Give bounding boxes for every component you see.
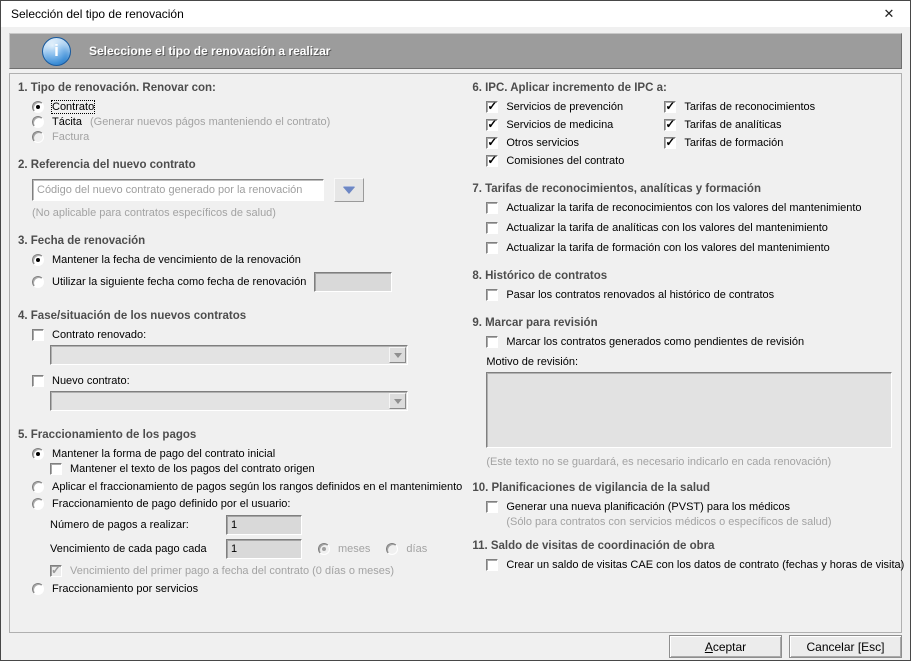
ipc-col-2: [664, 101, 815, 167]
checkbox-icon: [486, 137, 498, 149]
checkbox-icon: [664, 119, 676, 131]
checkbox-label: Comisiones del contrato: [506, 155, 625, 167]
motivo-label: Motivo de revisión:: [486, 356, 579, 368]
section-1-title: 1. Tipo de renovación. Renovar con:: [18, 82, 216, 94]
info-icon: i: [42, 37, 71, 66]
radio-payment-services[interactable]: [32, 583, 462, 595]
checkbox-nuevo-contrato[interactable]: [32, 375, 462, 387]
checkbox-tarifas-reconocimientos[interactable]: [664, 101, 815, 113]
section-10-note: (Sólo para contratos con servicios médicos o específicos de salud): [506, 516, 832, 528]
due-every-label: Vencimiento de cada pago cada: [50, 543, 207, 555]
radio-use-date-row: [32, 272, 462, 292]
checkbox-icon: [486, 101, 498, 113]
combo-contrato-renovado-arrow-button: [389, 347, 406, 363]
radio-payment-user-label: Fraccionamiento de pago definido por el usuario:: [52, 498, 291, 510]
num-payments-label: Número de pagos a realizar:: [50, 519, 189, 531]
cancel-button[interactable]: [789, 635, 902, 658]
radio-dias-icon: [386, 543, 398, 555]
ipc-col-1: [472, 101, 664, 167]
radio-factura-icon: [32, 131, 44, 143]
ipc-columns: [472, 101, 904, 167]
radio-keep-payment-label: Mantener la forma de pago del contrato inicial: [52, 448, 276, 460]
checkbox-label: Actualizar la tarifa de formación con los valores del mantenimiento: [506, 242, 830, 254]
checkbox-label: Marcar los contratos generados como pendientes de revisión: [506, 336, 805, 348]
due-every-row: [50, 539, 462, 559]
checkbox-icon: [486, 222, 498, 234]
checkbox-label: Actualizar la tarifa de reconocimientos con los valores del mantenimiento: [506, 202, 862, 214]
checkbox-contrato-renovado-label: Contrato renovado:: [52, 329, 147, 341]
accept-button[interactable]: [669, 635, 782, 658]
radio-keep-date-label: Mantener la fecha de vencimiento de la renovación: [52, 254, 301, 266]
radio-use-date-label: Utilizar la siguiente fecha como fecha de renovación: [52, 276, 307, 288]
checkbox-icon: [486, 336, 498, 348]
radio-factura-label: Factura: [52, 131, 90, 143]
new-contract-code-input[interactable]: [32, 179, 324, 201]
section-6-title: 6. IPC. Aplicar incremento de IPC a:: [472, 82, 667, 94]
checkbox-icon: [486, 202, 498, 214]
checkbox-comisiones-contrato[interactable]: [486, 155, 664, 167]
checkbox-icon: [486, 501, 498, 513]
combo-nuevo-contrato: [50, 391, 408, 411]
checkbox-marcar-revision[interactable]: [486, 336, 904, 348]
radio-payment-user[interactable]: [32, 498, 462, 510]
section-11-title: 11. Saldo de visitas de coordinación de obra: [472, 540, 715, 552]
checkbox-icon: [486, 119, 498, 131]
radio-payment-ranges-label: Aplicar el fraccionamiento de pagos según los rangos definidos en el mantenimiento: [52, 481, 463, 493]
checkbox-label: Generar una nueva planificación (PVST) para los médicos: [506, 501, 791, 513]
checkbox-update-formacion[interactable]: [486, 242, 904, 254]
radio-keep-payment-icon: [32, 448, 44, 460]
titlebar: [1, 1, 910, 27]
radio-factura: [32, 131, 462, 143]
checkbox-servicios-medicina[interactable]: [486, 119, 664, 131]
close-icon[interactable]: ✕: [883, 6, 895, 21]
radio-meses-label: meses: [338, 543, 371, 555]
checkbox-label: Tarifas de analíticas: [684, 119, 782, 131]
radio-tacita-label: Tácita: [52, 116, 82, 128]
radio-tacita-note: (Generar nuevos págos manteniendo el contrato): [89, 116, 331, 128]
checkbox-keep-payment-text[interactable]: [50, 463, 462, 475]
combo-contrato-renovado: [50, 345, 408, 365]
due-every-input: [226, 539, 302, 559]
combo-arrow-icon: [394, 353, 402, 358]
dropdown-arrow-icon: [343, 187, 355, 194]
cancel-button-label: Cancelar [Esc]: [806, 639, 885, 654]
checkbox-icon: [486, 289, 498, 301]
reference-dropdown-button[interactable]: [334, 178, 364, 202]
radio-keep-date-icon: [32, 254, 44, 266]
combo-nuevo-contrato-arrow-button: [389, 393, 406, 409]
section-10-title: 10. Planificaciones de vigilancia de la salud: [472, 482, 711, 494]
renewal-date-input: [314, 272, 392, 292]
checkbox-label: Servicios de medicina: [506, 119, 614, 131]
radio-tacita[interactable]: [32, 116, 462, 128]
content-panel: [9, 73, 905, 633]
section-3-title: 3. Fecha de renovación: [18, 235, 146, 247]
radio-dias-label: días: [406, 543, 428, 555]
checkbox-servicios-prevencion[interactable]: [486, 101, 664, 113]
checkbox-keep-payment-text-label: Mantener el texto de los pagos del contrato origen: [70, 463, 315, 475]
radio-contrato[interactable]: [32, 101, 462, 113]
checkbox-otros-servicios[interactable]: [486, 137, 664, 149]
checkbox-update-analiticas[interactable]: [486, 222, 904, 234]
radio-payment-services-icon: [32, 583, 44, 595]
checkbox-nuevo-contrato-icon: [32, 375, 44, 387]
checkbox-historico[interactable]: [486, 289, 904, 301]
checkbox-label: Pasar los contratos renovados al histórico de contratos: [506, 289, 775, 301]
footer: [1, 633, 910, 660]
motivo-textarea: [486, 372, 892, 448]
checkbox-contrato-renovado-icon: [32, 329, 44, 341]
checkbox-label: Actualizar la tarifa de analíticas con los valores del mantenimiento: [506, 222, 828, 234]
radio-payment-ranges-icon: [32, 481, 44, 493]
combo-arrow-icon: [394, 399, 402, 404]
section-2-note: (No aplicable para contratos específicos de salud): [32, 207, 276, 219]
checkbox-icon: [486, 155, 498, 167]
right-column: [462, 82, 904, 632]
num-payments-input: [226, 515, 302, 535]
checkbox-icon: [486, 559, 498, 571]
checkbox-icon: [486, 242, 498, 254]
radio-keep-payment[interactable]: [32, 448, 462, 460]
checkbox-nuevo-contrato-label: Nuevo contrato:: [52, 375, 130, 387]
accept-button-label: Aceptar: [704, 639, 747, 654]
checkbox-pvst[interactable]: [486, 501, 904, 513]
section-2-title: 2. Referencia del nuevo contrato: [18, 159, 196, 171]
radio-tacita-icon: [32, 116, 44, 128]
checkbox-label: Tarifas de formación: [684, 137, 784, 149]
radio-keep-date[interactable]: [32, 254, 462, 266]
checkbox-icon: [664, 137, 676, 149]
checkbox-saldo-cae[interactable]: [486, 559, 904, 571]
checkbox-label: Tarifas de reconocimientos: [684, 101, 816, 113]
num-payments-row: [50, 515, 462, 535]
section-9-note: (Este texto no se guardará, es necesario indicarlo en cada renovación): [486, 456, 832, 468]
section-4-title: 4. Fase/situación de los nuevos contratos: [18, 310, 247, 322]
radio-use-date-icon[interactable]: [32, 276, 44, 288]
section-8-title: 8. Histórico de contratos: [472, 270, 608, 282]
checkbox-label: Otros servicios: [506, 137, 580, 149]
section-7-title: 7. Tarifas de reconocimientos, analíticas y formación: [472, 183, 761, 195]
section-5-title: 5. Fraccionamiento de los pagos: [18, 429, 197, 441]
checkbox-update-reconocimientos[interactable]: [486, 202, 904, 214]
checkbox-tarifas-analiticas[interactable]: [664, 119, 815, 131]
radio-payment-user-icon: [32, 498, 44, 510]
header-banner: [9, 33, 902, 69]
radio-payment-ranges[interactable]: [32, 481, 462, 493]
reference-row: [32, 178, 462, 202]
checkbox-tarifas-formacion[interactable]: [664, 137, 815, 149]
checkbox-contrato-renovado[interactable]: [32, 329, 462, 341]
window-title: Selección del tipo de renovación: [11, 7, 184, 21]
checkbox-label: Servicios de prevención: [506, 101, 624, 113]
section-9-title: 9. Marcar para revisión: [472, 317, 598, 329]
radio-contrato-label: Contrato: [52, 101, 95, 113]
checkbox-keep-payment-text-icon: [50, 463, 62, 475]
left-column: [16, 82, 462, 632]
radio-payment-services-label: Fraccionamiento por servicios: [52, 583, 199, 595]
radio-meses-icon: [318, 543, 330, 555]
checkbox-icon: [664, 101, 676, 113]
checkbox-first-due-label: Vencimiento del primer pago a fecha del contrato (0 días o meses): [70, 565, 395, 577]
checkbox-label: Crear un saldo de visitas CAE con los datos de contrato (fechas y horas de visita): [506, 559, 905, 571]
banner-text: Seleccione el tipo de renovación a realizar: [89, 44, 331, 58]
radio-contrato-icon: [32, 101, 44, 113]
checkbox-first-due: [50, 565, 462, 577]
checkbox-first-due-icon: [50, 565, 62, 577]
